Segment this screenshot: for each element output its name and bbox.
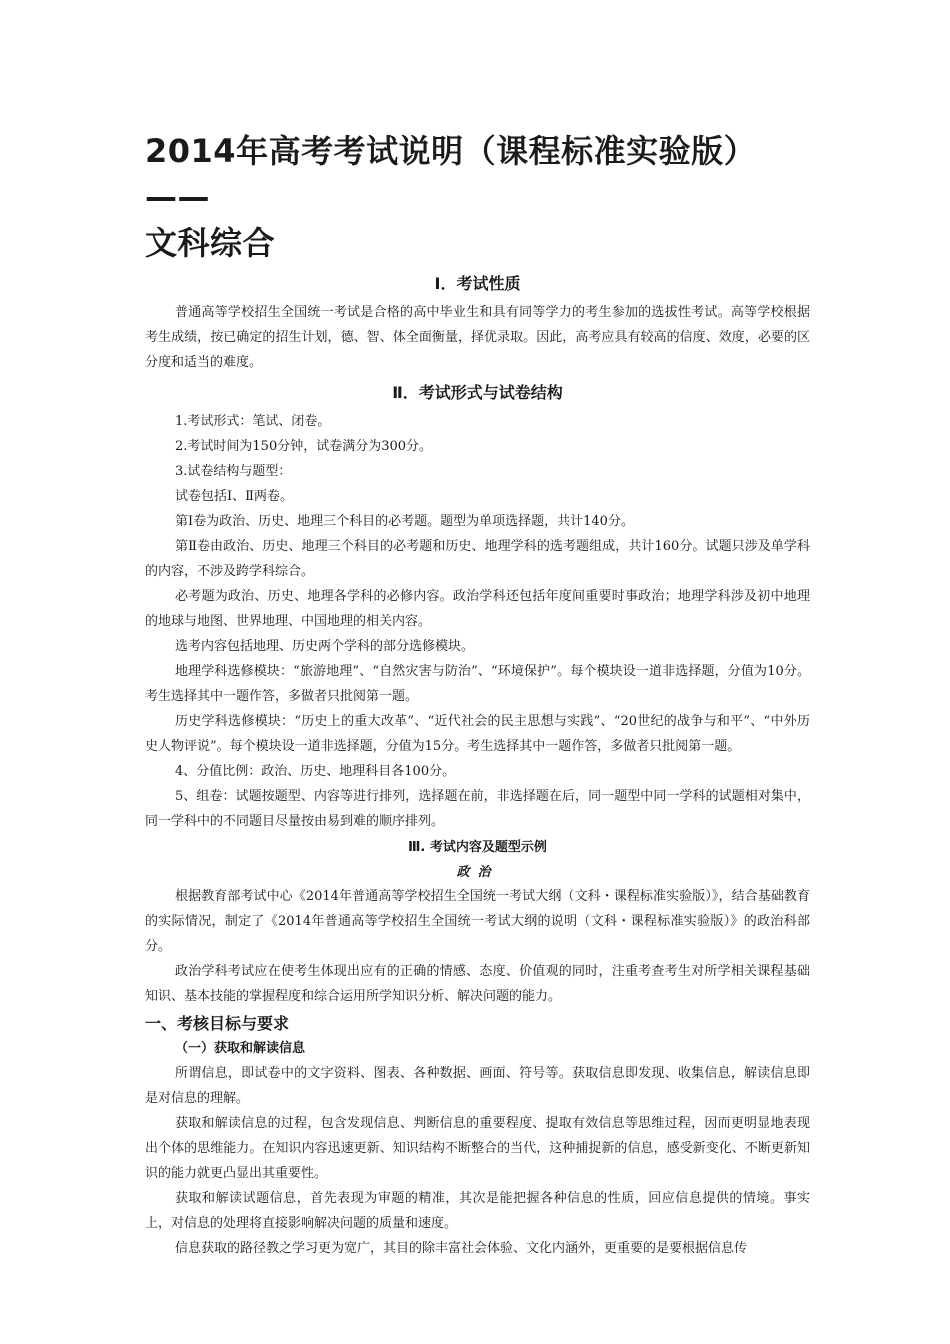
section-1-heading: Ⅰ．考试性质: [434, 274, 521, 293]
geography-electives-item: 地理学科选修模块：“旅游地理”、“自然灾害与防治”、“环境保护”。每个模块设一道非选择题，分值为10分。考生选择其中一题作答，多做者只批阅第一题。: [145, 664, 810, 704]
section-3-heading: Ⅲ. 考试内容及题型示例: [408, 840, 547, 855]
paper-assembly-item: 5、组卷：试题按题型、内容等进行排列，选择题在前，非选择题在后，同一题型中同一学科的试题相对集中，同一学科中的不同题目尽量按由易到难的顺序排列。: [145, 789, 810, 829]
info-paragraph: 所谓信息，即试卷中的文字资料、图表、各种数据、画面、符号等。获取信息即发现、收集信息，解读信息即是对信息的理解。: [145, 1066, 810, 1106]
required-questions-item: 必考题为政治、历史、地理各学科的必修内容。政治学科还包括年度间重要时事政治；地理学科涉及初中地理的地球与地图、世界地理、中国地理的相关内容。: [145, 589, 810, 629]
paper-structure-item: 3.试卷结构与题型：: [175, 464, 292, 479]
info-subheading: （一）获取和解读信息: [175, 1041, 306, 1056]
assessment-goals-heading: 一、考核目标与要求: [145, 1014, 290, 1033]
title-line-2: 文科综合: [145, 224, 276, 262]
history-electives-item: 历史学科选修模块：“历史上的重大改革”、“近代社会的民主思想与实践”、“20世纪的战争与和平”、“中外历史人物评说”。每个模块设一道非选择题，分值为15分。考生选择其中一题作答，多做者只批阅第一题。: [145, 714, 810, 754]
info-paragraph: 获取和解读试题信息，首先表现为审题的精准，其次是能把握各种信息的性质，回应信息提供的情境。事实上，对信息的处理将直接影响解决问题的质量和速度。: [145, 1191, 810, 1231]
score-ratio-item: 4、分值比例：政治、历史、地理科目各100分。: [175, 764, 456, 779]
exam-time-item: 2.考试时间为150分钟，试卷满分为300分。: [175, 439, 433, 454]
politics-intro-paragraph: 根据教育部考试中心《2014年普通高等学校招生全国统一考试大纲（文科・课程标准实验版）》，结合基础教育的实际情况，制定了《2014年普通高等学校招生全国统一考试大纲的说明（文科・课程标准实验版）》的政治科部分。: [145, 889, 810, 954]
politics-goal-paragraph: 政治学科考试应在使考生体现出应有的正确的情感、态度、价值观的同时，注重考查考生对所学相关课程基础知识、基本技能的掌握程度和综合运用所学知识分析、解决问题的能力。: [145, 964, 810, 1004]
title-line-1: 2014年高考考试说明（课程标准实验版）——: [145, 132, 757, 216]
section-1-paragraph: 普通高等学校招生全国统一考试是合格的高中毕业生和具有同等学力的考生参加的选拔性考试。高等学校根据考生成绩，按已确定的招生计划，德、智、体全面衡量，择优录取。因此，高考应具有较高的信度、效度，必要的区分度和适当的难度。: [145, 305, 810, 370]
subject-heading: 政治: [456, 865, 499, 880]
document-body: [145, 128, 810, 1261]
info-paragraph: 信息获取的路径教之学习更为宽广，其目的除丰富社会体验、文化内涵外，更重要的是要根据信息传: [175, 1241, 748, 1256]
section-2-heading: Ⅱ．考试形式与试卷结构: [392, 383, 563, 402]
exam-form-item: 1.考试形式：笔试、闭卷。: [175, 414, 331, 429]
document-title: [145, 128, 810, 266]
info-paragraph: 获取和解读信息的过程，包含发现信息、判断信息的重要程度、提取有效信息等思维过程，因而更明显地表现出个体的思维能力。在知识内容迅速更新、知识结构不断整合的当代，这种捕捉新的信息，感受新变化、不断更新知识的能力就更凸显出其重要性。: [145, 1116, 810, 1181]
elective-content-item: 选考内容包括地理、历史两个学科的部分选修模块。: [175, 639, 475, 654]
paper-parts-item: 试卷包括Ⅰ、Ⅱ两卷。: [175, 489, 293, 504]
paper-two-item: 第Ⅱ卷由政治、历史、地理三个科目的必考题和历史、地理学科的选考题组成，共计160分。试题只涉及单学科的内容，不涉及跨学科综合。: [145, 539, 810, 579]
paper-one-item: 第Ⅰ卷为政治、历史、地理三个科目的必考题。题型为单项选择题，共计140分。: [175, 514, 634, 529]
